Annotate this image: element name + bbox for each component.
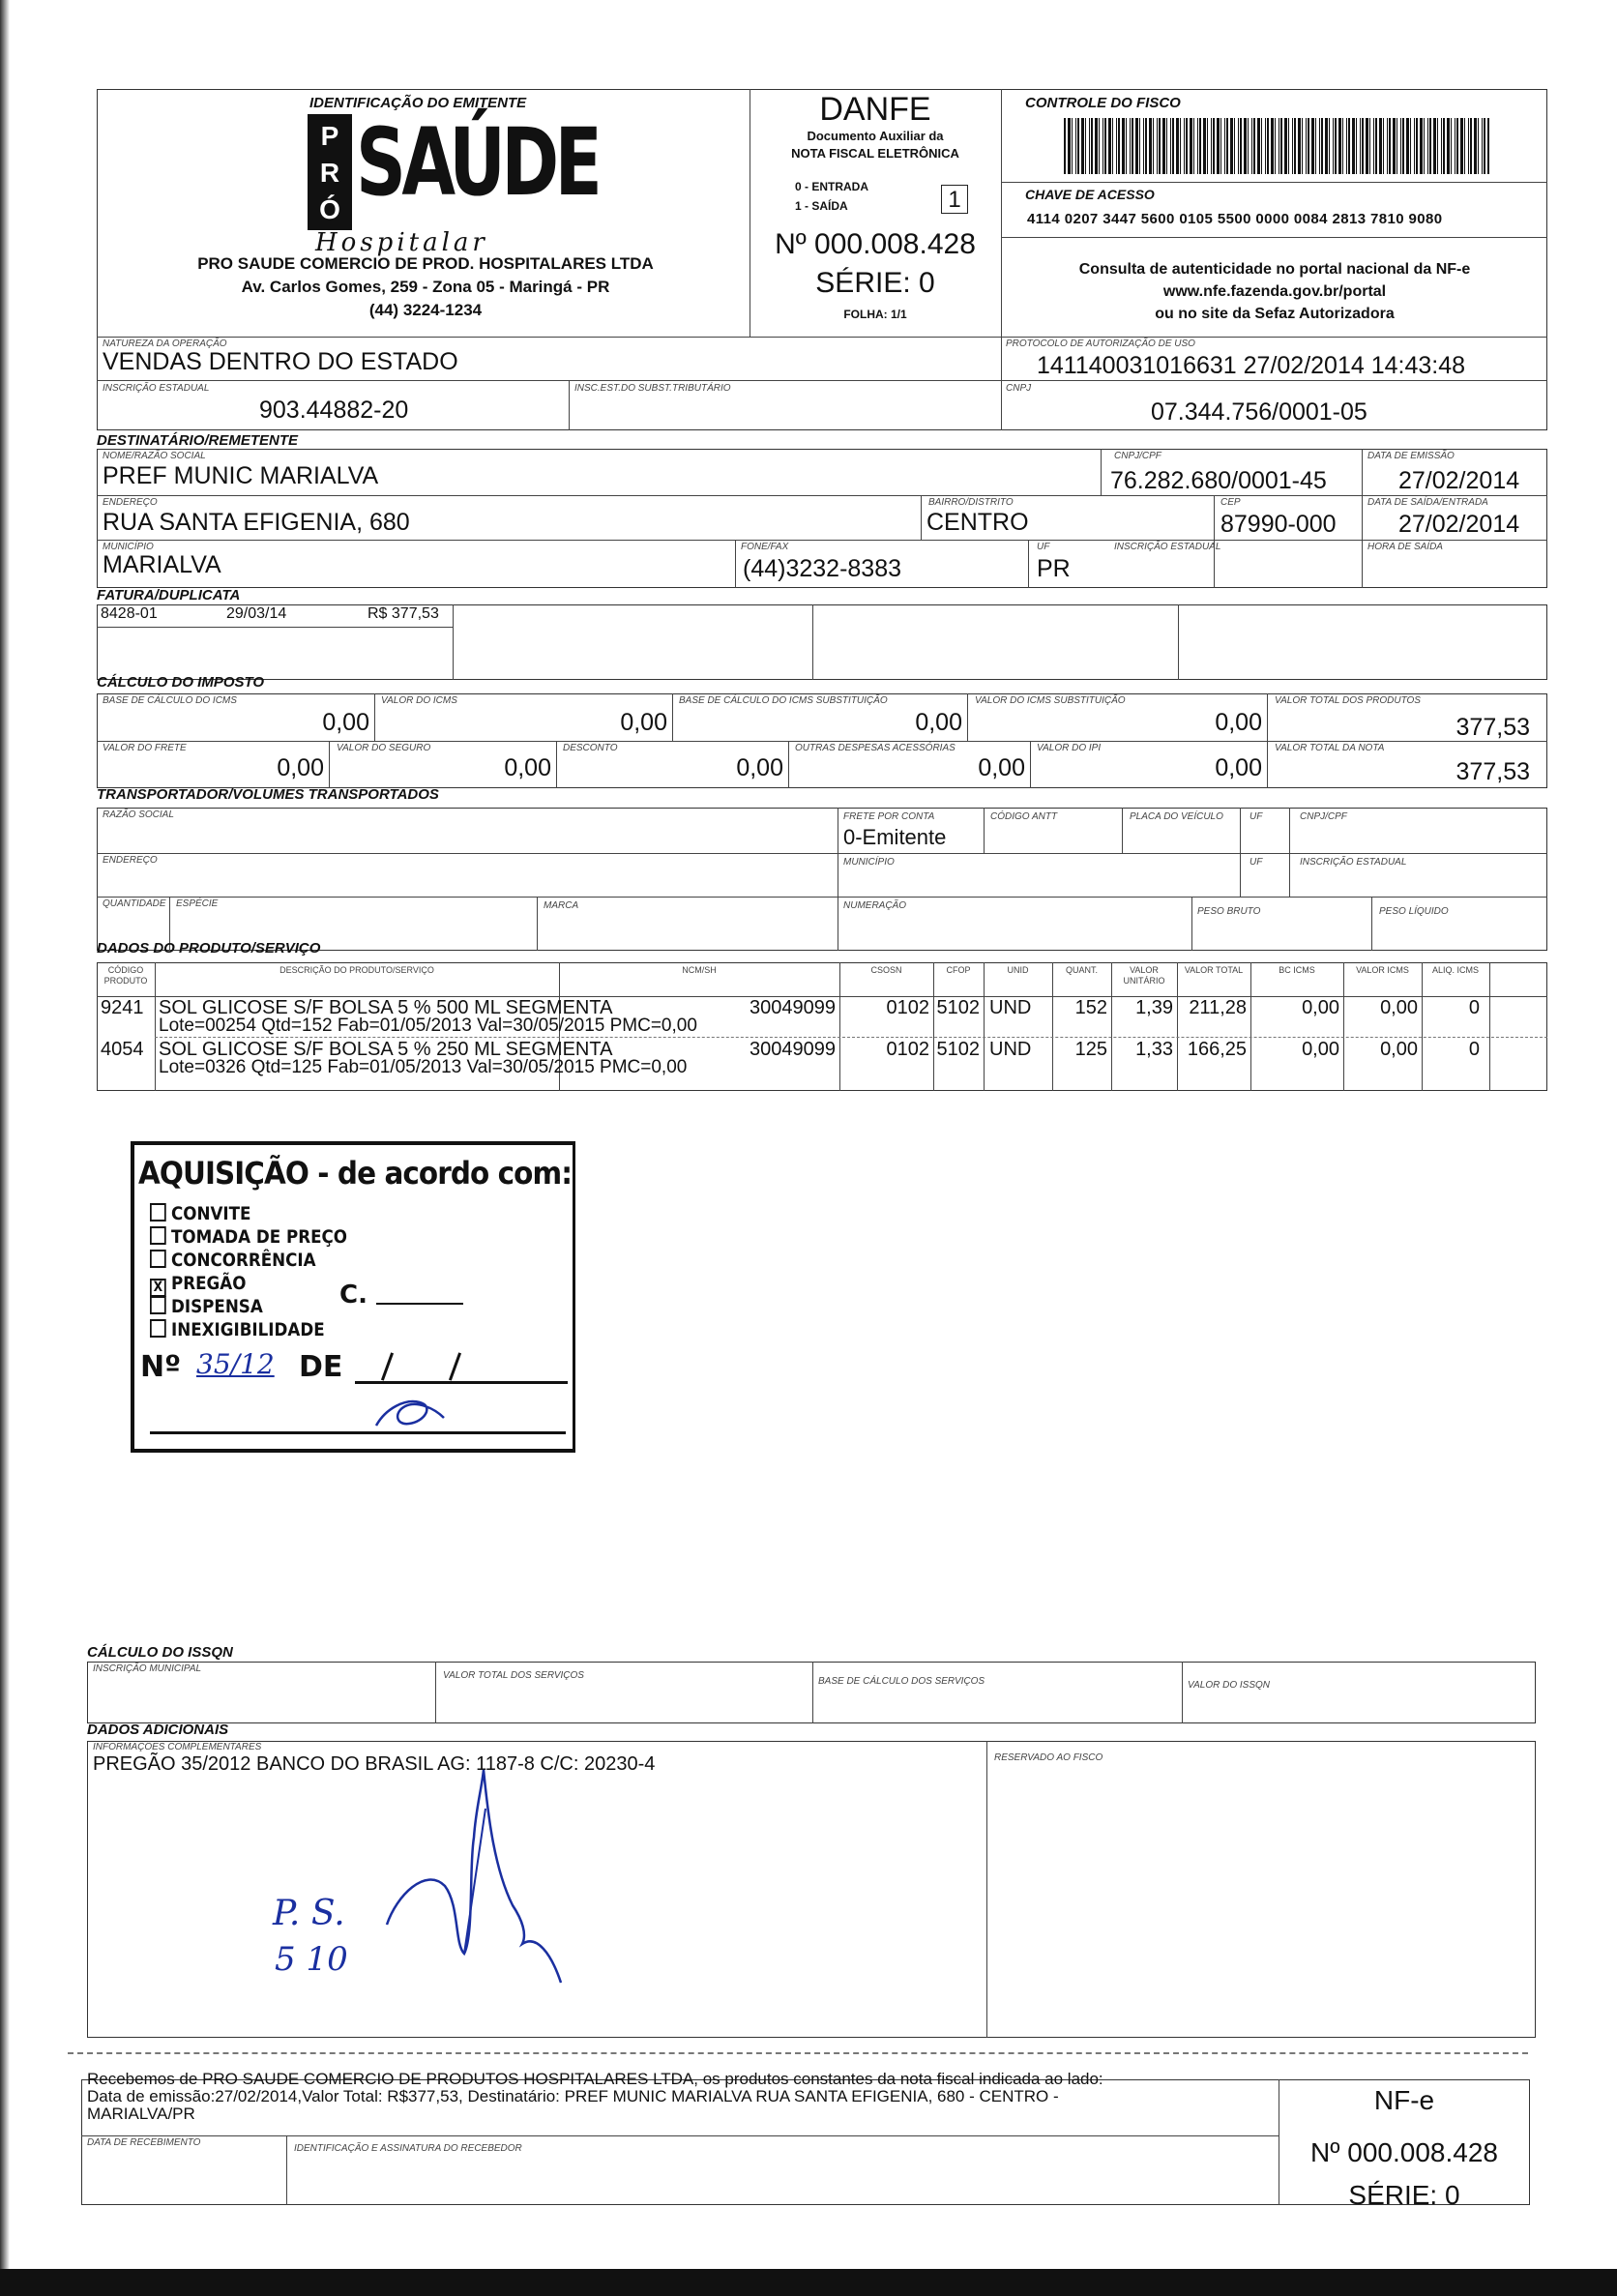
transp-cnpj-label: CNPJ/CPF [1300, 811, 1347, 822]
col-header-descricao: DESCRIÇÃO DO PRODUTO/SERVIÇO [279, 965, 434, 975]
canhoto-serie: SÉRIE: 0 [1348, 2180, 1460, 2210]
transp-endereco-label: ENDEREÇO [103, 855, 158, 866]
stamp-option-label: CONVITE [171, 1203, 251, 1224]
v-prod-label: VALOR TOTAL DOS PRODUTOS [1275, 695, 1421, 706]
outras-label: OUTRAS DESPESAS ACESSÓRIAS [795, 743, 956, 753]
cell-quant: 125 [1074, 1039, 1107, 1060]
cell-icms: 0,00 [1380, 997, 1418, 1018]
stamp-option [150, 1226, 347, 1248]
transp-qtd-label: QUANTIDADE [103, 898, 166, 909]
bc-st: 0,00 [915, 709, 962, 736]
danfe-entrada: 0 - ENTRADA [795, 180, 869, 193]
emitente-company-name: PRO SAUDE COMERCIO DE PROD. HOSPITALARES LTDA [197, 254, 654, 273]
canhoto-line-2: Data de emissão:27/02/2014,Valor Total: R$377,53, Destinatário: PREF MUNIC MARIALVA RUA SANTA EFIGENIA, 680 - CENTRO - [87, 2087, 1059, 2105]
info-complementares-label: INFORMAÇÕES COMPLEMENTARES [93, 1742, 262, 1752]
dest-endereco: RUA SANTA EFIGENIA, 680 [103, 509, 410, 536]
cnpj-label: CNPJ [1006, 383, 1032, 394]
canhoto-numero: Nº 000.008.428 [1310, 2137, 1498, 2167]
transp-marca-label: MARCA [544, 900, 579, 911]
produtos-section: DADOS DO PRODUTO/SERVIÇO [97, 940, 321, 957]
dest-emissao: 27/02/2014 [1398, 467, 1520, 494]
handwriting-510: 5 10 [275, 1940, 348, 1979]
canhoto-line-1: Recebemos de PRO SAUDE COMERCIO DE PRODUTOS HOSPITALARES LTDA, os produtos constantes da nota fiscal indicada ao lado: [87, 2070, 1103, 2088]
ie-label: INSCRIÇÃO ESTADUAL [103, 383, 210, 394]
transp-uf2-label: UF [1250, 857, 1263, 868]
col-header-aliq: ALIQ. ICMS [1431, 965, 1479, 975]
col-header-bc: BC ICMS [1279, 965, 1315, 975]
cell-ncm: 30049099 [750, 997, 836, 1018]
emitente-label: IDENTIFICAÇÃO DO EMITENTE [309, 95, 527, 111]
transp-razao-label: RAZÃO SOCIAL [103, 809, 174, 820]
transp-numeracao-label: NUMERAÇÃO [843, 900, 907, 911]
cell-aliq: 0 [1468, 1039, 1480, 1060]
emitente-phone: (44) 3224-1234 [368, 301, 483, 319]
dest-bairro-label: BAIRRO/DISTRITO [928, 497, 1014, 508]
emitente-address: Av. Carlos Gomes, 259 - Zona 05 - Maringá - PR [241, 278, 610, 296]
dest-emissao-label: DATA DE EMISSÃO [1367, 451, 1455, 461]
danfe-tipo-box: 1 [941, 185, 968, 214]
v-st-label: VALOR DO ICMS SUBSTITUIÇÃO [975, 695, 1126, 706]
cell-descricao: SOL GLICOSE S/F BOLSA 5 % 500 ML SEGMENTA [159, 997, 613, 1018]
danfe-numero: Nº 000.008.428 [775, 228, 976, 260]
cell-codigo: 9241 [101, 997, 144, 1018]
emitente-ie: 903.44882-20 [259, 397, 409, 424]
dest-uf: PR [1037, 555, 1071, 582]
danfe-subtitle-2: NOTA FISCAL ELETRÔNICA [791, 146, 959, 161]
v-nota: 377,53 [1455, 758, 1530, 785]
dest-hora-label: HORA DE SAÍDA [1367, 542, 1443, 552]
stamp-checkbox [150, 1319, 166, 1338]
col-header-total: VALOR TOTAL [1184, 965, 1244, 975]
cell-cfop: 5102 [936, 997, 980, 1018]
issqn-frame [87, 1662, 1536, 1723]
stamp-option-label: TOMADA DE PREÇO [171, 1226, 347, 1248]
fatura-valor: R$ 377,53 [368, 605, 439, 622]
protocolo-label: PROTOCOLO DE AUTORIZAÇÃO DE USO [1006, 339, 1195, 349]
consulta-line-3: ou no site da Sefaz Autorizadora [1155, 306, 1395, 322]
pro-saude-logo: PRÓ SAÚDE Hospitalar [308, 114, 588, 250]
danfe-title: DANFE [819, 91, 931, 128]
outras: 0,00 [978, 754, 1025, 781]
canhoto-data-label: DATA DE RECEBIMENTO [87, 2137, 201, 2148]
frete: 0,00 [277, 754, 324, 781]
dest-ie-label: INSCRIÇÃO ESTADUAL [1114, 542, 1221, 552]
cell-total: 211,28 [1189, 997, 1247, 1018]
barcode [1064, 118, 1489, 174]
danfe-serie: SÉRIE: 0 [815, 267, 935, 299]
stamp-option-label: DISPENSA [171, 1296, 263, 1317]
fatura-frame [97, 604, 1547, 680]
dest-cnpj-label: CNPJ/CPF [1114, 451, 1161, 461]
danfe-subtitle: Documento Auxiliar da [807, 129, 944, 143]
consulta-line-2: www.nfe.fazenda.gov.br/portal [1162, 283, 1387, 300]
bc-st-label: BASE DE CÁLCULO DO ICMS SUBSTITUIÇÃO [679, 695, 888, 706]
cell-unid: UND [989, 997, 1032, 1018]
stamp-option [150, 1273, 246, 1297]
v-st: 0,00 [1215, 709, 1262, 736]
frete-label: VALOR DO FRETE [103, 743, 187, 753]
natureza-label: NATUREZA DA OPERAÇÃO [103, 339, 227, 349]
danfe-folha: FOLHA: 1/1 [843, 308, 907, 321]
cell-bc: 0,00 [1302, 1039, 1339, 1060]
cell-codigo: 4054 [101, 1039, 144, 1060]
stamp-checkbox [150, 1226, 166, 1245]
signature [368, 1751, 609, 2002]
chave-acesso-label: CHAVE DE ACESSO [1025, 187, 1155, 202]
v-prod: 377,53 [1455, 714, 1530, 741]
cell-lote: Lote=0326 Qtd=125 Fab=01/05/2013 Val=30/05/2015 PMC=0,00 [159, 1057, 688, 1077]
fatura-section: FATURA/DUPLICATA [97, 587, 241, 603]
seguro: 0,00 [504, 754, 551, 781]
col-header-ncm: NCM/SH [682, 965, 717, 975]
issqn-valor-label: VALOR DO ISSQN [1188, 1680, 1271, 1691]
natureza-operacao: VENDAS DENTRO DO ESTADO [103, 348, 458, 375]
controle-fisco-label: CONTROLE DO FISCO [1025, 95, 1181, 111]
desconto: 0,00 [736, 754, 783, 781]
issqn-bc-label: BASE DE CÁLCULO DOS SERVIÇOS [818, 1676, 985, 1687]
reservado-fisco-label: RESERVADO AO FISCO [994, 1752, 1103, 1763]
cell-aliq: 0 [1468, 997, 1480, 1018]
seguro-label: VALOR DO SEGURO [337, 743, 431, 753]
cell-total: 166,25 [1187, 1039, 1247, 1060]
cell-unit: 1,33 [1135, 1039, 1173, 1060]
cell-bc: 0,00 [1302, 997, 1339, 1018]
stamp-numero: 35/12 [196, 1348, 275, 1380]
transportador-frame [97, 808, 1547, 951]
dest-cep-label: CEP [1220, 497, 1241, 508]
stamp-checkbox [150, 1203, 166, 1222]
handwriting-ps: P. S. [273, 1894, 345, 1933]
info-complementares: PREGÃO 35/2012 BANCO DO BRASIL AG: 1187-8 C/C: 20230-4 [93, 1753, 656, 1775]
col-header-unid: UNID [1007, 965, 1029, 975]
stamp-option-label: INEXIGIBILIDADE [171, 1319, 325, 1340]
stamp-option [150, 1203, 250, 1224]
destinatario-section: DESTINATÁRIO/REMETENTE [97, 432, 299, 449]
cell-csosn: 0102 [886, 1039, 929, 1060]
desconto-label: DESCONTO [563, 743, 618, 753]
imposto-section: CÁLCULO DO IMPOSTO [97, 674, 265, 691]
cell-descricao: SOL GLICOSE S/F BOLSA 5 % 250 ML SEGMENTA [159, 1039, 613, 1060]
dest-fone-label: FONE/FAX [741, 542, 789, 552]
v-icms: 0,00 [620, 709, 667, 736]
ie-st-label: INSC.EST.DO SUBST.TRIBUTÁRIO [574, 383, 731, 394]
transp-peso-bruto-label: PESO BRUTO [1197, 906, 1261, 917]
chave-acesso: 4114 0207 3447 5600 0105 5500 0000 0084 2813 7810 9080 [1027, 211, 1443, 227]
stamp-option [150, 1319, 325, 1340]
transp-placa-label: PLACA DO VEÍCULO [1130, 811, 1223, 822]
col-header-quant: QUANT. [1065, 965, 1098, 975]
transportador-section: TRANSPORTADOR/VOLUMES TRANSPORTADOS [97, 786, 439, 803]
stamp-de: DE [299, 1350, 343, 1384]
stamp-title: AQUISIÇÃO - de acordo com: [138, 1155, 573, 1192]
stamp-option-label: PREGÃO [171, 1273, 247, 1294]
dest-saida-label: DATA DE SAÍDA/ENTRADA [1367, 497, 1488, 508]
transp-antt-label: CÓDIGO ANTT [990, 811, 1058, 822]
dest-nome: PREF MUNIC MARIALVA [103, 462, 379, 489]
canhoto-line-3: MARIALVA/PR [87, 2105, 195, 2123]
protocolo-autorizacao: 141140031016631 27/02/2014 14:43:48 [1037, 352, 1466, 379]
cell-csosn: 0102 [886, 997, 929, 1018]
transp-ie-label: INSCRIÇÃO ESTADUAL [1300, 857, 1407, 868]
transp-municipio-label: MUNICÍPIO [843, 857, 895, 868]
stamp-checkbox [150, 1250, 166, 1268]
consulta-line-1: Consulta de autenticidade no portal nacional da NF-e [1078, 261, 1471, 278]
cell-cfop: 5102 [936, 1039, 980, 1060]
col-header-codigo: CÓDIGO PRODUTO [103, 965, 148, 986]
canhoto-assinatura-label: IDENTIFICAÇÃO E ASSINATURA DO RECEBEDOR [294, 2143, 522, 2154]
transp-especie-label: ESPÉCIE [176, 898, 219, 909]
col-header-cfop: CFOP [946, 965, 971, 975]
transp-uf-label: UF [1250, 811, 1263, 822]
transp-frete-label: FRETE POR CONTA [843, 811, 935, 822]
issqn-servicos-label: VALOR TOTAL DOS SERVIÇOS [443, 1670, 584, 1681]
stamp-checkbox: X [150, 1279, 166, 1297]
stamp-checkbox [150, 1296, 166, 1314]
stamp-rubrica [367, 1389, 454, 1437]
stamp-option [150, 1296, 263, 1317]
aquisicao-stamp [131, 1141, 575, 1453]
stamp-c-label: C. [339, 1280, 368, 1310]
adicionais-frame [87, 1741, 1536, 2038]
dest-nome-label: NOME/RAZÃO SOCIAL [103, 451, 206, 461]
ipi-label: VALOR DO IPI [1037, 743, 1102, 753]
stamp-option-label: CONCORRÊNCIA [171, 1250, 316, 1271]
emitente-cnpj: 07.344.756/0001-05 [1151, 398, 1367, 426]
v-icms-label: VALOR DO ICMS [381, 695, 457, 706]
dest-fone: (44)3232-8383 [743, 555, 902, 582]
fatura-vencimento: 29/03/14 [226, 605, 287, 622]
dest-uf-label: UF [1037, 542, 1050, 552]
cell-unit: 1,39 [1135, 997, 1173, 1018]
dest-endereco-label: ENDEREÇO [103, 497, 158, 508]
dest-bairro: CENTRO [926, 509, 1029, 536]
adicionais-section: DADOS ADICIONAIS [87, 1722, 229, 1738]
dest-municipio-label: MUNICÍPIO [103, 542, 154, 552]
dest-municipio: MARIALVA [103, 551, 221, 578]
transp-peso-liquido-label: PESO LÍQUIDO [1379, 906, 1449, 917]
stamp-option [150, 1250, 316, 1271]
bc-icms: 0,00 [322, 709, 369, 736]
issqn-im-label: INSCRIÇÃO MUNICIPAL [93, 1663, 202, 1674]
transp-frete: 0-Emitente [843, 825, 947, 849]
dest-cep: 87990-000 [1220, 511, 1337, 538]
dest-cnpj: 76.282.680/0001-45 [1110, 467, 1327, 494]
bc-icms-label: BASE DE CÁLCULO DO ICMS [103, 695, 237, 706]
issqn-section: CÁLCULO DO ISSQN [87, 1644, 233, 1661]
col-header-icms: VALOR ICMS [1356, 965, 1409, 975]
cell-ncm: 30049099 [750, 1039, 836, 1060]
col-header-unit: VALOR UNITÁRIO [1123, 965, 1165, 986]
cell-icms: 0,00 [1380, 1039, 1418, 1060]
cell-quant: 152 [1074, 997, 1107, 1018]
danfe-saida: 1 - SAÍDA [795, 199, 848, 213]
canhoto-nfe: NF-e [1373, 2085, 1435, 2115]
cell-unid: UND [989, 1039, 1032, 1060]
col-header-csosn: CSOSN [870, 965, 902, 975]
cell-lote: Lote=00254 Qtd=152 Fab=01/05/2013 Val=30/05/2015 PMC=0,00 [159, 1016, 697, 1036]
dest-saida: 27/02/2014 [1398, 511, 1520, 538]
stamp-numero-prefix: Nº [140, 1350, 182, 1384]
fatura-numero: 8428-01 [101, 605, 158, 622]
ipi: 0,00 [1215, 754, 1262, 781]
v-nota-label: VALOR TOTAL DA NOTA [1275, 743, 1385, 753]
